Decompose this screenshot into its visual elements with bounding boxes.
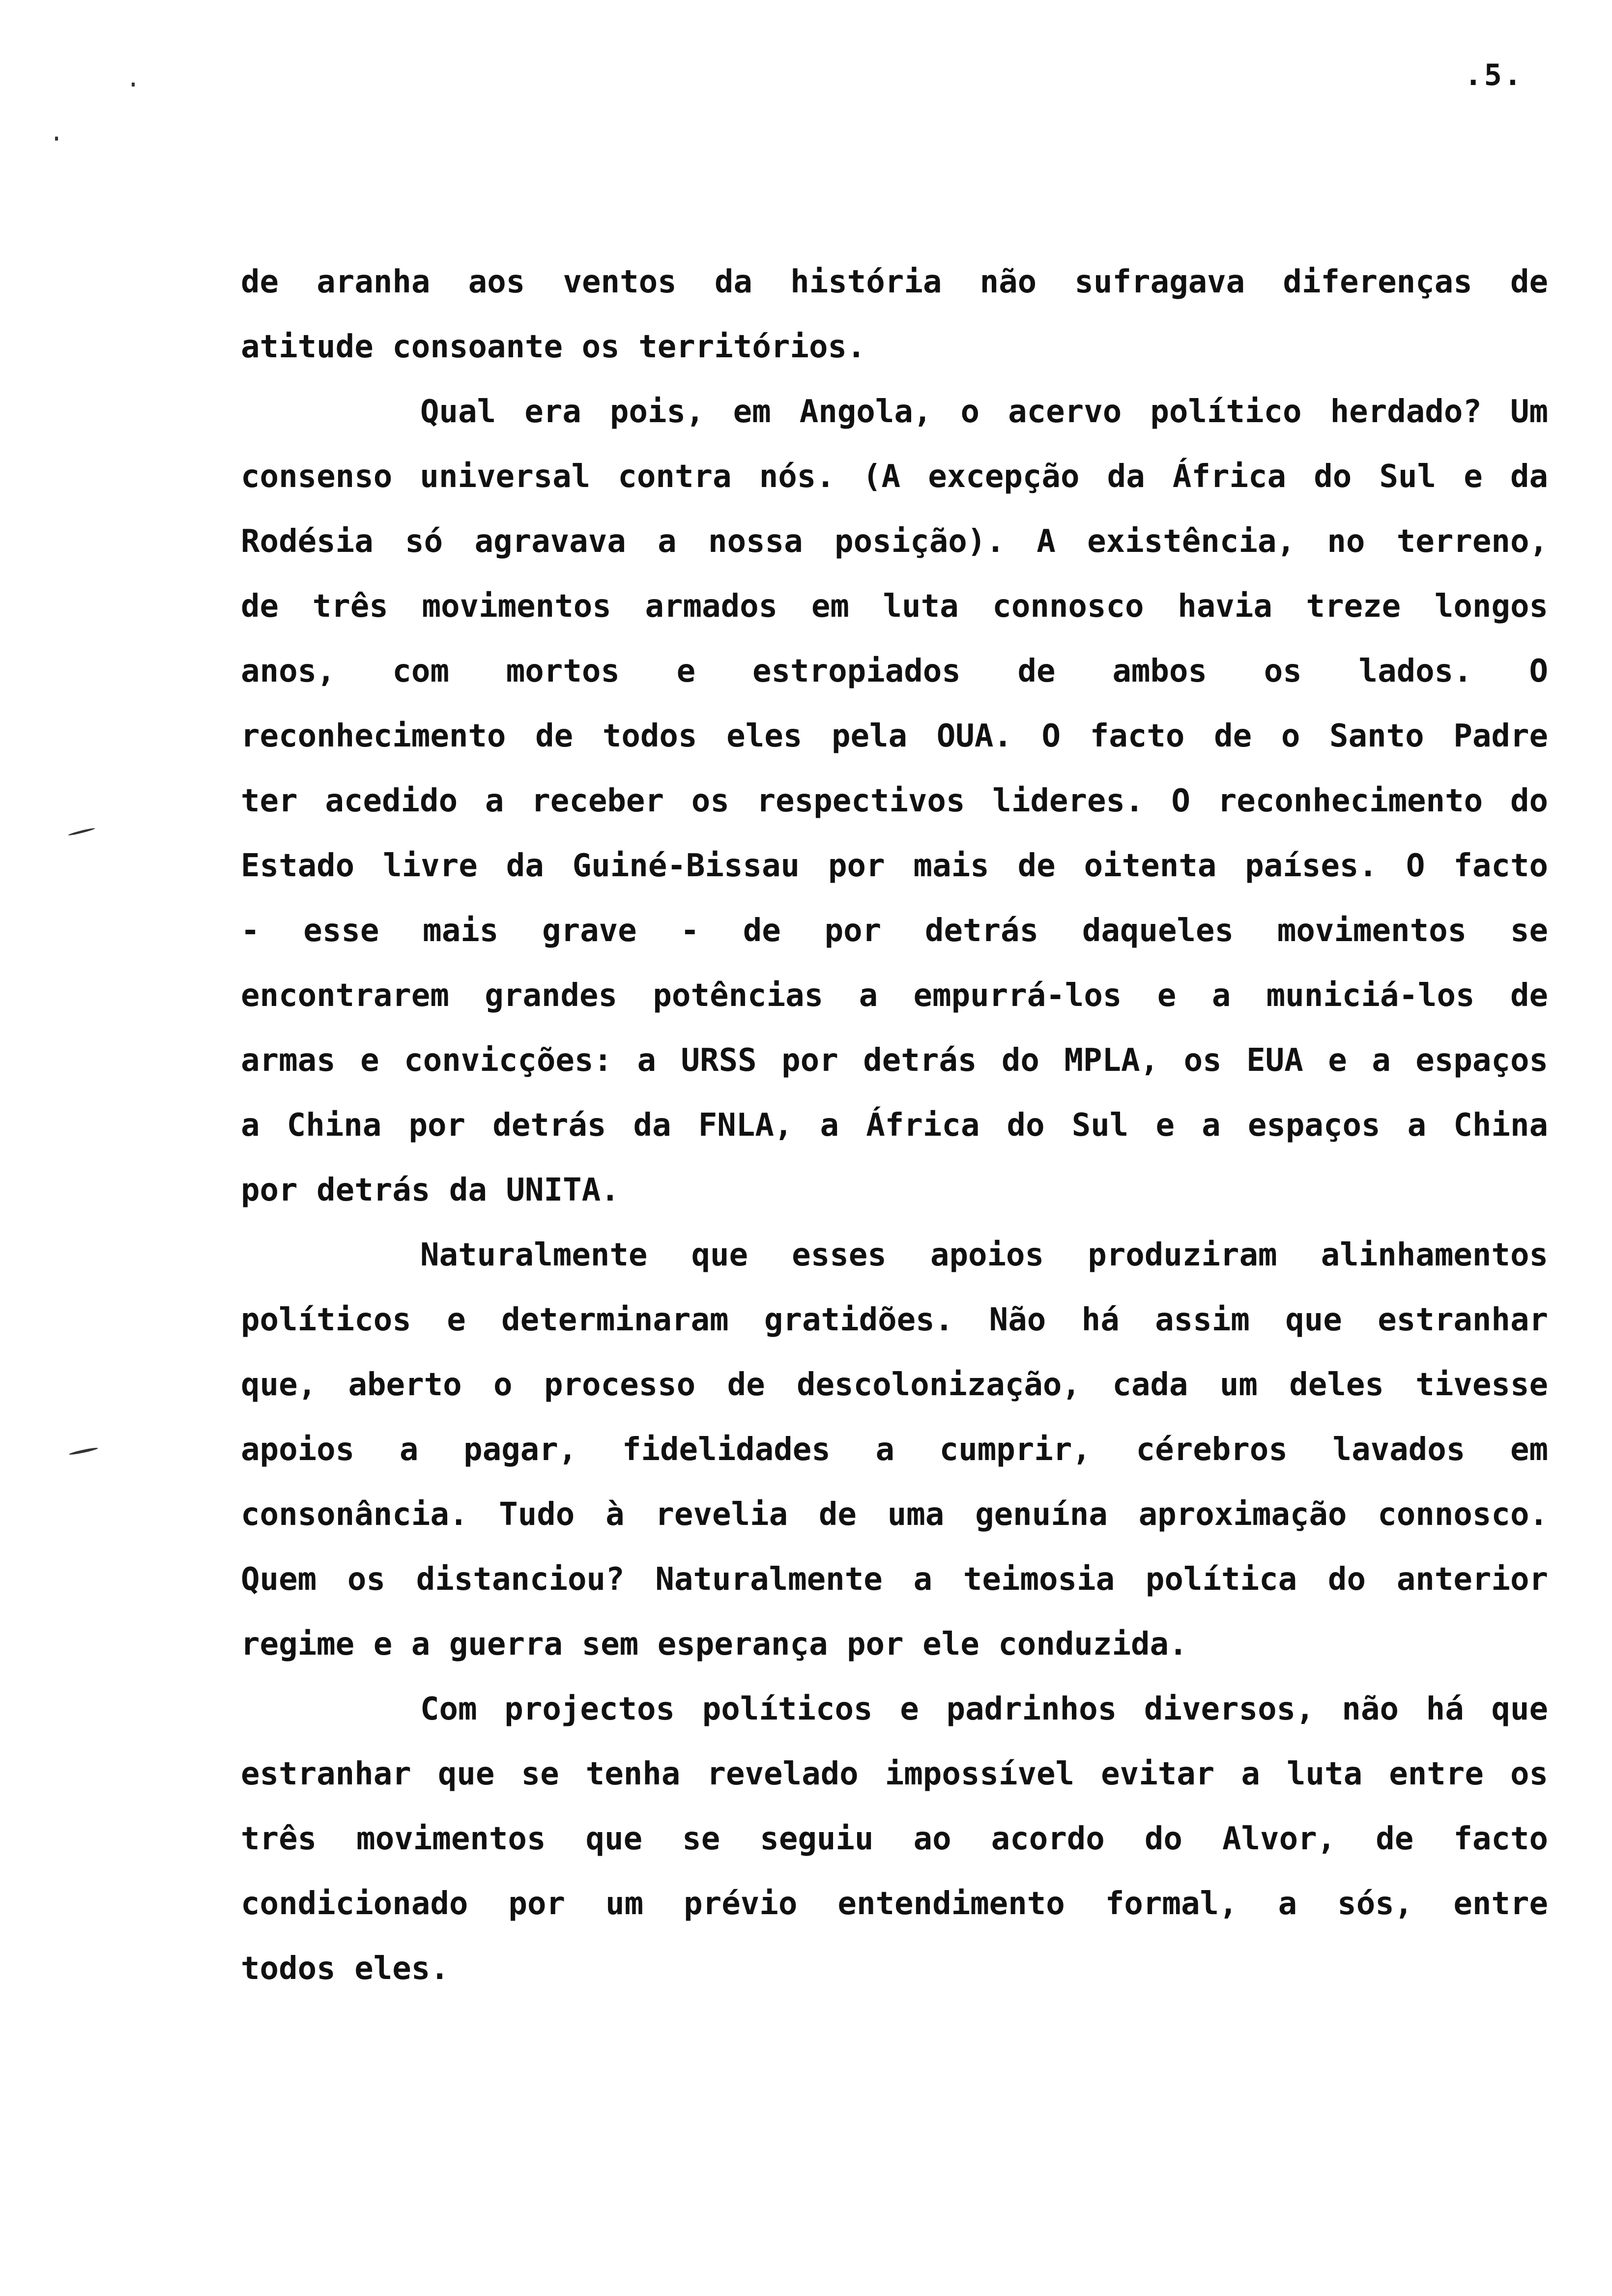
paragraph-4 [241, 1677, 1548, 2001]
text-line: Quem os distanciou? Naturalmente a teimosia política do anterior [241, 1561, 1548, 1598]
text-line: consonância. Tudo à revelia de uma genuína aproximação connosco. [241, 1496, 1548, 1533]
text-line: três movimentos que se seguiu ao acordo do Alvor, de facto [241, 1821, 1548, 1857]
text-line: Qual era pois, em Angola, o acervo político herdado? Um [420, 394, 1548, 430]
text-line: ter acedido a receber os respectivos lideres. O reconhecimento do [241, 783, 1548, 819]
text-line: reconhecimento de todos eles pela OUA. O facto de o Santo Padre [241, 718, 1548, 754]
scan-mark-dot [132, 83, 135, 86]
text-line: Rodésia só agravava a nossa posição). A existência, no terreno, [241, 523, 1548, 560]
text-line: por detrás da UNITA. [241, 1172, 620, 1208]
body-text [241, 250, 1548, 2001]
scan-mark-curve [69, 1447, 98, 1456]
text-line: a China por detrás da FNLA, a África do Sul e a espaços a China [241, 1107, 1548, 1144]
text-line: regime e a guerra sem esperança por ele conduzida. [241, 1626, 1188, 1663]
paragraph-2 [241, 379, 1548, 1223]
text-line: Com projectos políticos e padrinhos diversos, não há que [420, 1691, 1548, 1727]
paragraph-1 [241, 250, 1548, 379]
text-line: estranhar que se tenha revelado impossível evitar a luta entre os [241, 1756, 1548, 1792]
paragraph-3 [241, 1223, 1548, 1677]
text-line: todos eles. [241, 1951, 449, 1987]
scan-mark-curve [68, 827, 95, 836]
text-line: consenso universal contra nós. (A excepção da África do Sul e da [241, 459, 1548, 495]
text-line: armas e convicções: a URSS por detrás do MPLA, os EUA e a espaços [241, 1042, 1548, 1079]
text-line: de aranha aos ventos da história não sufragava diferenças de [241, 264, 1548, 300]
text-line: de três movimentos armados em luta connosco havia treze longos [241, 588, 1548, 625]
text-line: - esse mais grave - de por detrás daqueles movimentos se [241, 913, 1548, 949]
text-line: políticos e determinaram gratidões. Não há assim que estranhar [241, 1302, 1548, 1338]
scan-mark-dot [55, 137, 58, 141]
text-line: atitude consoante os territórios. [241, 329, 866, 365]
page-number: .5. [1464, 58, 1524, 92]
text-line: anos, com mortos e estropiados de ambos os lados. O [241, 653, 1548, 689]
text-line: apoios a pagar, fidelidades a cumprir, cérebros lavados em [241, 1432, 1548, 1468]
text-line: Naturalmente que esses apoios produziram alinhamentos [420, 1237, 1548, 1273]
text-line: condicionado por um prévio entendimento formal, a sós, entre [241, 1886, 1548, 1922]
text-line: encontrarem grandes potências a empurrá-los e a municiá-los de [241, 977, 1548, 1014]
text-line: que, aberto o processo de descolonização, cada um deles tivesse [241, 1367, 1548, 1403]
text-line: Estado livre da Guiné-Bissau por mais de oitenta países. O facto [241, 848, 1548, 884]
